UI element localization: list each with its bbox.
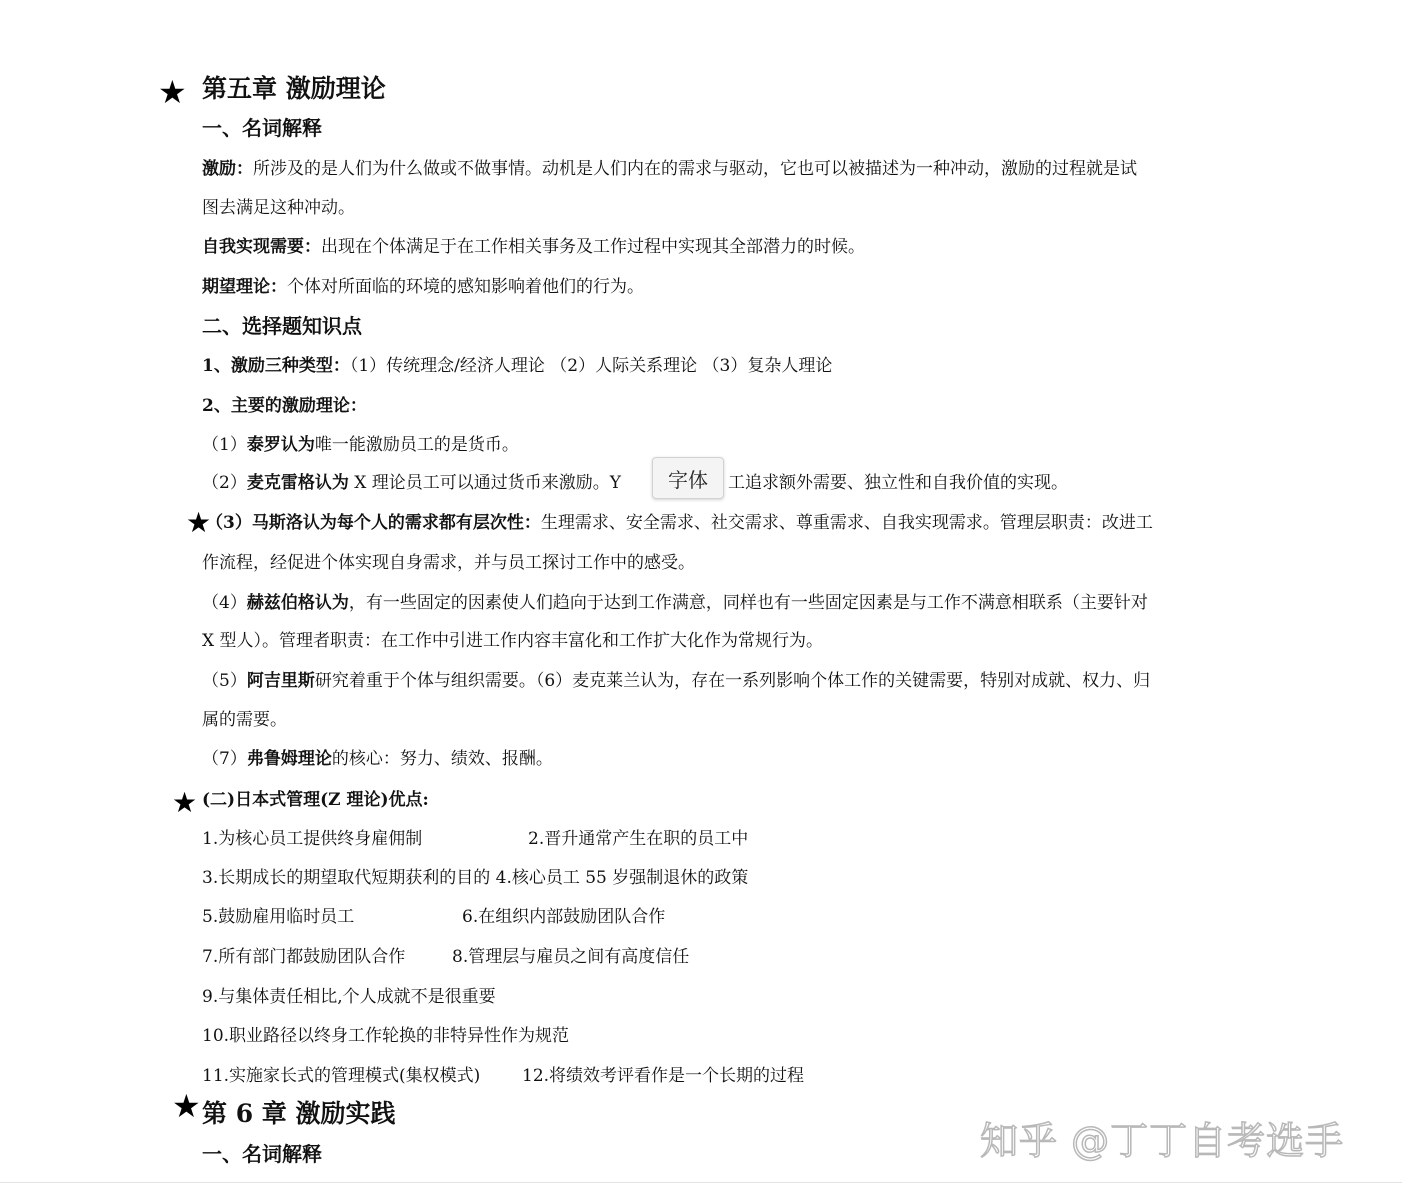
list-item: 11.实施家长式的管理模式(集权模式) — [202, 1066, 481, 1086]
theory-text: 生理需求、安全需求、社交需求、尊重需求、自我实现需求。管理层职责：改进工 — [540, 513, 1153, 533]
theorist-name: 弗鲁姆理论 — [246, 749, 332, 769]
theory-text: 的核心：努力、绩效、报酬。 — [331, 749, 553, 769]
watermark: 知乎 @丁丁自考选手 — [980, 1119, 1345, 1163]
term-expectancy-theory — [202, 276, 644, 298]
list-item: 6.在组织内部鼓励团队合作 — [462, 907, 666, 927]
theory-herzberg-cont: X 型人）。管理者职责：在工作中引进工作内容丰富化和工作扩大化作为常规行为。 — [202, 631, 824, 651]
tooltip-label: 字体 — [668, 467, 708, 492]
term-motivation-cont: 图去满足这种冲动。 — [202, 198, 355, 218]
item-number: （4） — [202, 593, 247, 613]
star-icon: ★ — [158, 73, 187, 111]
star-icon: ★ — [172, 786, 198, 819]
section-heading-terms: 一、名词解释 — [202, 1142, 322, 1166]
star-icon: ★ — [186, 506, 212, 539]
term-label: 期望理论： — [202, 277, 287, 297]
theory-text: X 理论员工可以通过货币来激励。Y — [348, 473, 621, 493]
term-definition: 出现在个体满足于在工作相关事务及工作过程中实现其全部潜力的时候。 — [321, 237, 865, 257]
theory-mcgregor — [202, 472, 621, 494]
list-item: 8.管理层与雇员之间有高度信任 — [452, 947, 690, 967]
theory-text: 研究着重于个体与组织需要。（6）麦克莱兰认为，存在一系列影响个体工作的关键需要，特别对成就、权力、归 — [314, 671, 1151, 691]
theory-text: ，有一些固定的因素使人们趋向于达到工作满意，同样也有一些固定因素是与工作不满意相联系（主要针对 — [348, 593, 1148, 613]
theory-mcgregor-cont: 工追求额外需要、独立性和自我价值的实现。 — [728, 473, 1068, 493]
item-number: （7） — [202, 749, 247, 769]
term-definition: 个体对所面临的环境的感知影响着他们的行为。 — [287, 277, 644, 297]
theory-herzberg — [202, 592, 1148, 614]
term-definition: 所涉及的是人们为什么做或不做事情。动机是人们内在的需求与驱动，它也可以被描述为一种冲动，激励的过程就是试 — [253, 159, 1137, 179]
term-motivation — [202, 158, 1137, 180]
theory-vroom — [202, 748, 553, 770]
list-item: 1.为核心员工提供终身雇佣制 — [202, 829, 423, 849]
list-item: 10.职业路径以终身工作轮换的非特异性作为规范 — [202, 1026, 570, 1046]
section-heading-terms: 一、名词解释 — [202, 116, 322, 140]
page-bottom-divider — [0, 1182, 1402, 1183]
term-label: 自我实现需要： — [202, 237, 321, 257]
types-text: （1）传统理念/经济人理论 （2）人际关系理论 （3）复杂人理论 — [349, 356, 833, 376]
item-number: （1） — [202, 435, 247, 455]
theorist-name: 阿吉里斯 — [246, 671, 315, 691]
list-item: 9.与集体责任相比,个人成就不是很重要 — [202, 987, 496, 1007]
list-item: 2.晋升通常产生在职的员工中 — [528, 829, 749, 849]
japan-management-heading: (二)日本式管理(Z 理论)优点: — [202, 790, 429, 810]
term-self-actualization — [202, 236, 865, 258]
list-item: 3.长期成长的期望取代短期获利的目的 4.核心员工 55 岁强制退休的政策 — [202, 868, 749, 888]
term-label: 激励： — [202, 159, 253, 179]
theory-argyris-cont: 属的需要。 — [202, 710, 287, 730]
theory-maslow-cont: 作流程，经促进个体实现自身需求，并与员工探讨工作中的感受。 — [202, 553, 695, 573]
list-item: 7.所有部门都鼓励团队合作 — [202, 947, 406, 967]
theorist-name: 赫兹伯格认为 — [246, 593, 349, 613]
star-icon: ★ — [172, 1087, 201, 1125]
types-label: 1、激励三种类型： — [202, 356, 350, 376]
theory-taylor — [202, 434, 519, 456]
theory-argyris — [202, 670, 1150, 692]
chapter-title: 第五章 激励理论 — [202, 74, 386, 103]
main-theories-label: 2、主要的激励理论： — [202, 396, 367, 416]
section-heading-choice: 二、选择题知识点 — [202, 314, 362, 338]
theorist-name: 麦克雷格认为 — [246, 473, 349, 493]
list-item: 5.鼓励雇用临时员工 — [202, 907, 355, 927]
item-number: （2） — [202, 473, 247, 493]
theory-text: 唯一能激励员工的是货币。 — [314, 435, 519, 455]
font-tooltip — [652, 457, 724, 499]
theorist-name: （3）马斯洛认为每个人的需求都有层次性： — [206, 513, 541, 533]
motivation-types — [202, 355, 832, 377]
theorist-name: 泰罗认为 — [246, 435, 315, 455]
list-item: 12.将绩效考评看作是一个长期的过程 — [522, 1066, 805, 1086]
theory-maslow — [206, 512, 1153, 534]
chapter-title: 第 6 章 激励实践 — [202, 1099, 396, 1128]
item-number: （5） — [202, 671, 247, 691]
